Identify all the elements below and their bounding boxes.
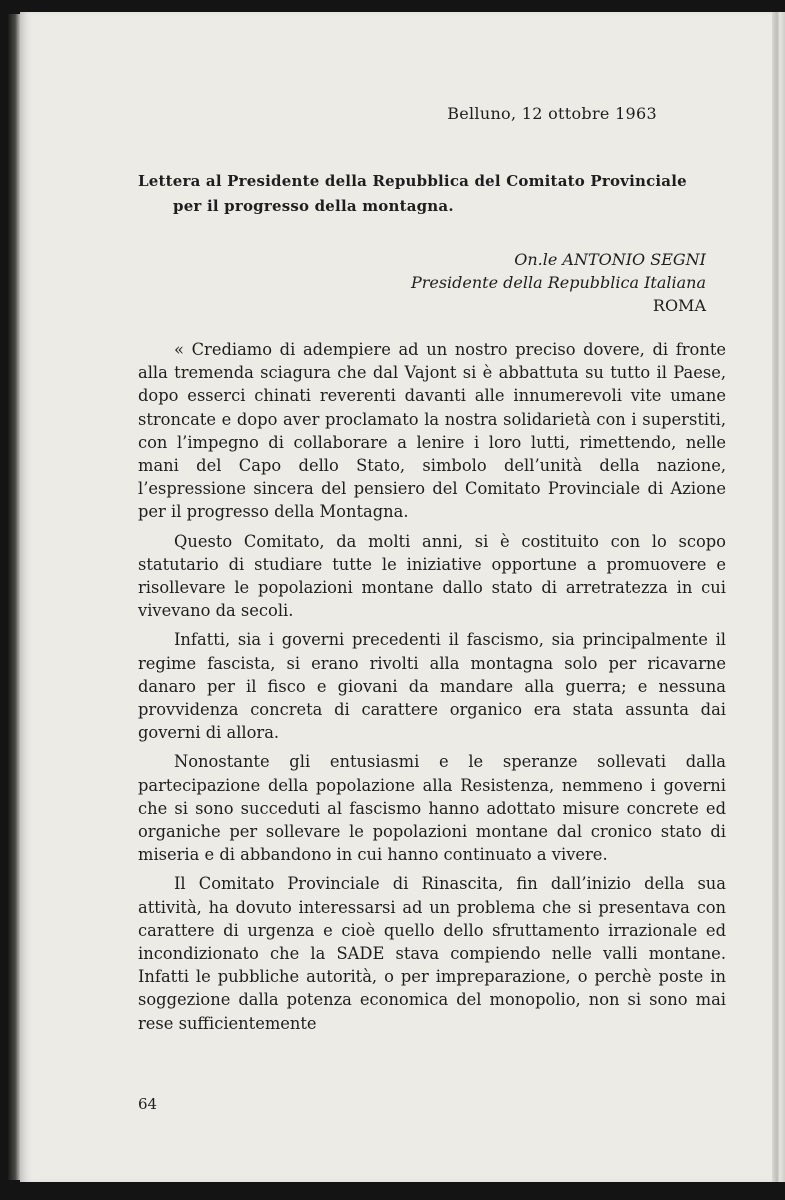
addressee-office: Presidente della Repubblica Italiana bbox=[410, 273, 706, 292]
paragraph-3: Infatti, sia i governi precedenti il fascismo, sia principalmente il regime fascista, si erano rivolti alla montagna solo per ricavarne danaro per il fisco e giovani da mandare alla guerra; e nessuna provvidenza concreta di carattere organico era stata assunta dai governi di allora. bbox=[138, 630, 726, 743]
paragraph-1: « Crediamo di adempiere ad un nostro preciso dovere, di fronte alla tremenda sciagura che dal Vajont si è abbattuta su tutto il Paese, dopo esserci chinati reverenti davanti alle innumerevoli vite umane stroncate e dopo aver proclamato la nostra solidarietà con i superstiti, con l’impegno di collaborare a lenire i loro lutti, rimettendo, nelle mani del Capo dello Stato, simbolo dell’unità della nazione, l’espressione sincera del pensiero del Comitato Provinciale di Azione per il progresso della Montagna. bbox=[138, 340, 726, 522]
paragraph-5: Il Comitato Provinciale di Rinascita, fin dall’inizio della sua attività, ha dovuto interessarsi ad un problema che si presentava con carattere di urgenza e cioè quello dello sfruttamento irrazionale ed incondizionato che la SADE stava compiendo nelle valli montane. Infatti le pubbliche autorità, o per impreparazione, o perchè poste in soggezione dalla potenza economica del monopolio, non si sono mai rese sufficientemente bbox=[138, 874, 726, 1033]
addressee-city: ROMA bbox=[652, 296, 706, 315]
book-gutter bbox=[8, 14, 20, 1180]
page-edge bbox=[772, 12, 785, 1182]
addressee-name: On.le ANTONIO SEGNI bbox=[514, 250, 706, 269]
book-page bbox=[20, 12, 772, 1182]
letter-title-line-2: per il progresso della montagna. bbox=[173, 197, 454, 215]
page-number: 64 bbox=[138, 1095, 158, 1113]
letter-body bbox=[138, 338, 726, 1041]
paragraph-4: Nonostante gli entusiasmi e le speranze sollevati dalla partecipazione della popolazione alla Resistenza, nemmeno i governi che si sono succeduti al fascismo hanno adottato misure concrete ed organiche per sollevare le popolazioni montane dal cronico stato di miseria e di abbandono in cui hanno continuato a vivere. bbox=[138, 752, 726, 865]
letter-title-line-1: Lettera al Presidente della Repubblica del Comitato Provinciale bbox=[138, 172, 687, 190]
addressee-block bbox=[411, 248, 706, 317]
paragraph-2: Questo Comitato, da molti anni, si è costituito con lo scopo statutario di studiare tutte le iniziative opportune a promuovere e risollevare le popolazioni montane dallo stato di arretratezza in cui vivevano da secoli. bbox=[138, 531, 726, 621]
letter-title bbox=[138, 169, 687, 219]
place-date: Belluno, 12 ottobre 1963 bbox=[447, 104, 657, 123]
